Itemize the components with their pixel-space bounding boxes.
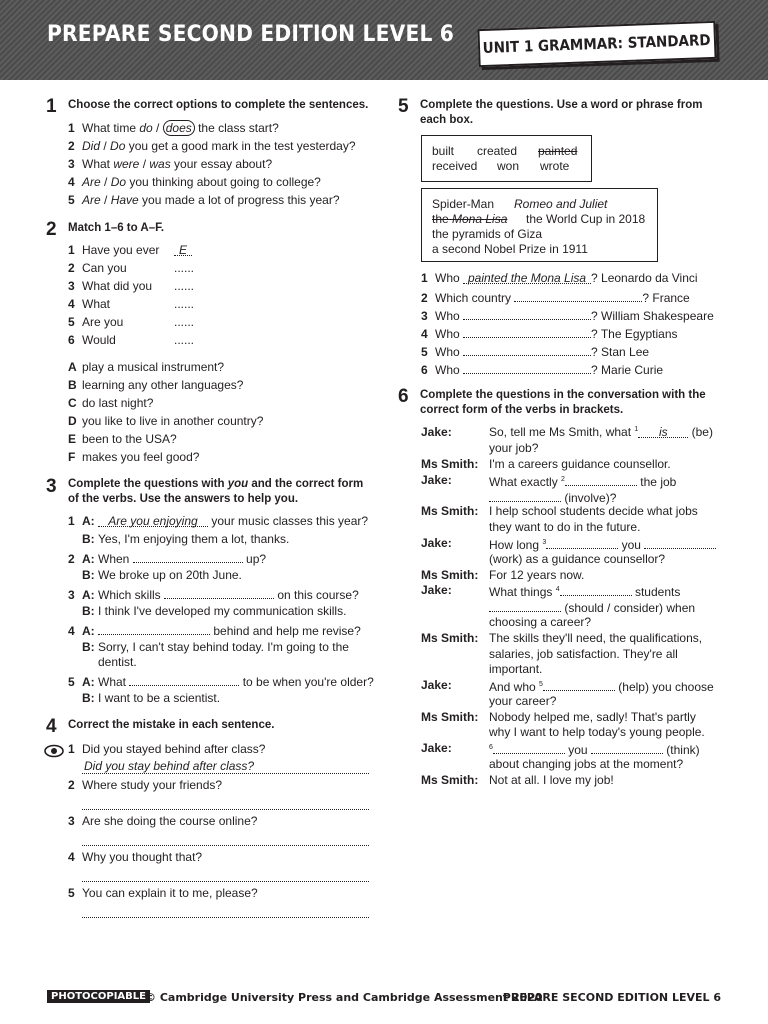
item-text: you thinking about going to college? [126,175,321,189]
conv-line-3: What exactly $^2$ the job [489,475,677,489]
answer-blank[interactable] [514,289,642,302]
speaker-jake: Jake: [421,741,452,755]
item-number: 5 [68,675,75,689]
item-number: 2 [68,778,75,792]
item-text: Who [435,345,460,359]
item-text: Did you stayed behind after class? [82,742,266,756]
conv-line-2: I'm a careers guidance counsellor. [489,457,671,471]
item-number: 3 [68,814,75,828]
ex3-answer [82,640,349,654]
item-text: Why you thought that? [82,850,203,864]
answer-text: I want to be a scientist. [98,691,221,705]
conv-line-7c: choosing a career? [489,615,592,629]
question-text: When [98,552,130,566]
ex5-item [421,325,678,341]
copyright: © Cambridge University Press and Cambridge Assessment 2020 [145,991,543,1004]
speaker-ms-smith: Ms Smith: [421,457,479,471]
answer-blank[interactable] [133,550,243,563]
verb-word-box [421,135,592,182]
conv-line-4: I help school students decide what jobs [489,504,698,518]
photocopiable-badge: PHOTOCOPIABLE [47,990,150,1003]
ex3-question [68,586,359,602]
conv-line-8c: important. [489,662,543,676]
conv-blank-6a[interactable] [493,741,565,754]
ex2-option [68,396,153,410]
ex3-answer [82,532,289,546]
option-letter: C [68,396,77,410]
item-number: 4 [68,850,75,864]
phrase-nobel: a second Nobel Prize in 1911 [432,242,588,256]
item-number: 1 [68,514,75,528]
option-letter: D [68,414,77,428]
ex1-item [68,139,356,153]
conv-line-10b: why I want to help today's young people. [489,725,705,739]
conv-line-5: How long $^3$ you [489,536,716,552]
item-number: 1 [68,243,75,257]
exercise-6-instruction-line-2: correct form of the verbs in brackets. [420,404,624,416]
item-number: 1 [68,121,75,135]
ex4-item [68,814,257,828]
phrase-pyramids: the pyramids of Giza [432,227,543,241]
speaker-b-label: B: [82,604,95,618]
match-answer[interactable]: ...... [174,279,195,293]
conv-line-3b: (involve)? [489,489,616,505]
correction-line[interactable] [82,794,369,810]
correction-line[interactable] [82,866,369,882]
speaker-a-label: A: [82,675,95,689]
conv-blank-4b[interactable] [489,599,561,612]
item-number: 1 [421,271,428,285]
option-text: play a musical instrument? [82,360,225,374]
item-text: What [82,297,111,311]
speaker-ms-smith: Ms Smith: [421,631,479,645]
item-text: Who [435,309,460,323]
item-number: 2 [68,261,75,275]
conv-line-7: What things $^4$ students [489,585,681,599]
ex4-item [68,886,258,900]
item-text: Have you ever [82,243,160,257]
ex3-question [68,514,368,528]
speaker-b-label: B: [82,568,95,582]
conv-blank-4a[interactable] [560,583,632,596]
item-text: Are she doing the course online? [82,814,258,828]
answer-blank[interactable] [463,343,591,356]
ex4-item [68,742,265,756]
answer-text: We broke up on 20th June. [98,568,242,582]
ex1-item [68,193,340,207]
item-text: ? France [642,291,690,305]
phrase-mona-lisa: the Mona Lisa [432,212,508,226]
word-built: built [432,144,455,158]
item-text: Where study your friends? [82,778,223,792]
exercise-5-instruction-line-2: each box. [420,114,474,126]
item-number: 3 [68,279,75,293]
phrase-box [421,188,658,262]
ex2-option [68,378,243,392]
exercise-4-number: 4 [46,716,57,737]
option-text: do last night? [82,396,154,410]
question-text: on this course? [277,588,359,602]
ex1-item [68,121,279,135]
word-received: received [432,159,478,173]
answer-text: Sorry, I can't stay behind today. I'm going to the [98,640,349,654]
ex3-answer [82,691,220,705]
question-text: What [98,675,127,689]
phrase-spiderman: Spider-Man [432,197,495,211]
item-text: ? Marie Curie [591,363,664,377]
exercise-2-instruction: Match 1–6 to A–F. [68,222,165,234]
exercise-6-number: 6 [398,386,409,407]
option-b[interactable]: does [163,120,195,136]
answer-blank[interactable] [98,622,210,635]
speaker-b-label: B: [82,691,95,705]
correction-answer: Did you stay behind after class? [84,759,255,773]
conv-line-1: So, tell me Ms Smith, what $^1$ is (be) [489,425,713,439]
item-number: 2 [68,552,75,566]
conv-line-1b: your job? [489,441,539,455]
conv-line-11: $^6$ you (think) [489,743,700,757]
answer-blank[interactable]: Are you enjoying [98,514,208,527]
conv-line-5b: (work) as a guidance counsellor? [489,552,666,566]
item-number: 4 [68,624,75,638]
phrase-world-cup: the World Cup in 2018 [526,212,646,226]
exercise-2-number: 2 [46,219,57,240]
item-number: 2 [421,291,428,305]
option-b[interactable]: was [149,157,171,171]
item-text: ? The Egyptians [591,327,678,341]
ex2-option [68,360,224,374]
eye-icon [44,744,64,758]
item-text: What [82,157,114,171]
match-answer[interactable]: ...... [174,261,195,275]
ex2-option [68,432,177,446]
speaker-a-label: A: [82,552,95,566]
item-text: ? William Shakespeare [591,309,714,323]
answer-text: I think I've developed my communication skills. [98,604,347,618]
conv-line-6: For 12 years now. [489,568,585,582]
word-painted: painted [538,144,578,158]
answer-text: dentist. [98,655,137,669]
ex5-item [421,343,649,359]
correction-line[interactable] [82,902,369,918]
ex2-item [68,297,110,311]
question-text: your music classes this year? [211,514,369,528]
item-text: What time [82,121,140,135]
item-text: You can explain it to me, please? [82,886,258,900]
conv-line-9b: your career? [489,694,557,708]
option-b[interactable]: Do [110,175,127,189]
answer-blank[interactable] [164,586,274,599]
match-answer[interactable]: ...... [174,315,195,329]
item-number: 5 [68,315,75,329]
conv-line-12: Not at all. I love my job! [489,773,614,787]
option-a[interactable]: were [113,157,140,171]
item-number: 4 [68,175,75,189]
option-separator: / [100,175,111,189]
word-wrote: wrote [540,159,570,173]
ex5-item [421,361,663,377]
option-separator: / [152,121,163,135]
ex4-item [68,850,202,864]
option-text: makes you feel good? [82,450,200,464]
item-number: 1 [68,742,75,756]
ex5-item [421,307,714,323]
answer-blank[interactable]: painted the Mona Lisa [463,271,591,284]
item-number: 4 [68,297,75,311]
item-number: 3 [421,309,428,323]
footer-level: PREPARE SECOND EDITION LEVEL 6 [502,991,721,1004]
item-text: Can you [82,261,127,275]
item-number: 5 [421,345,428,359]
exercise-4-instruction: Correct the mistake in each sentence. [68,719,275,731]
exercise-5-instruction-line-1: Complete the questions. Use a word or phrase from [420,99,703,111]
item-text: Are you [82,315,124,329]
conv-blank-2a[interactable] [565,473,637,486]
item-number: 3 [68,588,75,602]
item-text: your essay about? [170,157,273,171]
item-text: ? Stan Lee [591,345,650,359]
conv-blank-5[interactable] [543,678,615,691]
speaker-jake: Jake: [421,473,452,487]
conv-line-11b: about changing jobs at the moment? [489,757,684,771]
option-a[interactable]: Are [82,175,101,189]
speaker-ms-smith: Ms Smith: [421,504,479,518]
match-answer[interactable]: ...... [174,297,195,311]
exercise-3-instruction-line-2: of the verbs. Use the answers to help you. [68,493,299,505]
answer-blank[interactable] [129,673,239,686]
ex1-item [68,175,321,189]
speaker-ms-smith: Ms Smith: [421,710,479,724]
conv-line-8b: salaries, job satisfaction. They're all [489,647,678,661]
speaker-a-label: A: [82,514,95,528]
item-text: you get a good mark in the test yesterday? [125,139,356,153]
exercise-5-number: 5 [398,96,409,117]
ex2-item [68,315,123,329]
option-b[interactable]: Have [110,193,139,207]
ex3-answer [82,568,242,582]
ex2-item [68,261,127,275]
item-text: Who [435,327,460,341]
ex2-item [68,279,152,293]
conv-blank-1[interactable]: is [638,425,688,438]
conv-line-7b: (should / consider) when [489,599,695,615]
conv-blank-2b[interactable] [489,489,561,502]
option-a[interactable]: Are [82,193,101,207]
question-text: Which skills [98,588,161,602]
ex3-question [68,550,266,566]
conv-line-4b: they want to do in the future. [489,520,641,534]
speaker-ms-smith: Ms Smith: [421,773,479,787]
conv-blank-6b[interactable] [591,741,663,754]
ex2-option [68,450,199,464]
match-answer[interactable]: E [174,243,192,256]
item-number: 6 [68,333,75,347]
ex3-question [68,673,374,689]
ex2-item [68,333,116,347]
exercise-1-instruction: Choose the correct options to complete the sentences. [68,99,369,111]
option-text: you like to live in another country? [82,414,264,428]
item-number: 3 [68,157,75,171]
option-letter: F [68,450,76,464]
page-title: PREPARE SECOND EDITION LEVEL 6 [47,22,455,47]
speaker-jake: Jake: [421,536,452,550]
item-text: ? Leonardo da Vinci [591,271,698,285]
item-number: 5 [68,886,75,900]
ex2-option [68,414,263,428]
ex3-answer [82,604,346,618]
exercise-1-number: 1 [46,96,57,117]
item-text: What did you [82,279,153,293]
option-separator: / [100,193,111,207]
phrase-romeo-juliet: Romeo and Juliet [514,197,608,211]
correction-line[interactable] [82,830,369,846]
option-b[interactable]: Do [110,139,126,153]
item-text: the class start? [194,121,279,135]
ex4-item [68,778,222,792]
word-created: created [477,144,518,158]
ex5-item [421,271,698,285]
item-text: Would [82,333,116,347]
item-number: 4 [421,327,428,341]
speaker-a-label: A: [82,588,95,602]
word-won: won [497,159,520,173]
option-text: been to the USA? [82,432,177,446]
exercise-6-instruction-line-1: Complete the questions in the conversation with the [420,389,706,401]
ex2-item [68,243,159,257]
conv-blank-3b[interactable] [644,536,716,549]
option-letter: A [68,360,77,374]
item-text: Which country [435,291,512,305]
answer-blank[interactable] [463,307,591,320]
conv-line-10: Nobody helped me, sadly! That's partly [489,710,696,724]
ex5-item [421,289,690,305]
option-separator: / [139,157,150,171]
exercise-3-number: 3 [46,476,57,497]
option-letter: E [68,432,77,446]
conv-blank-3a[interactable] [546,536,618,549]
question-text: behind and help me revise? [213,624,361,638]
unit-title: UNIT 1 GRAMMAR: STANDARD [482,31,712,57]
item-text: Who [435,271,460,285]
question-text: to be when you're older? [242,675,374,689]
conv-line-9: And who $^5$ (help) you choose [489,680,714,694]
option-a[interactable]: Did [82,139,101,153]
speaker-jake: Jake: [421,583,452,597]
item-number: 6 [421,363,428,377]
answer-text: Yes, I'm enjoying them a lot, thanks. [98,532,290,546]
question-text: up? [246,552,267,566]
speaker-b-label: B: [82,532,95,546]
speaker-jake: Jake: [421,678,452,692]
answer-blank[interactable] [463,361,591,374]
speaker-jake: Jake: [421,425,452,439]
item-number: 5 [68,193,75,207]
correction-line[interactable] [82,758,369,774]
conv-line-8: The skills they'll need, the qualifications, [489,631,703,645]
match-answer[interactable]: ...... [174,333,195,347]
option-letter: B [68,378,77,392]
ex1-item [68,157,272,171]
option-a[interactable]: do [139,121,153,135]
option-separator: / [100,139,111,153]
item-text: you made a lot of progress this year? [138,193,340,207]
answer-blank[interactable] [463,325,591,338]
exercise-3-instruction-line-1: Complete the questions with you and the correct form [68,478,364,490]
speaker-b-label: B: [82,640,95,654]
ex3-question [68,622,361,638]
speaker-a-label: A: [82,624,95,638]
item-number: 2 [68,139,75,153]
speaker-ms-smith: Ms Smith: [421,568,479,582]
option-text: learning any other languages? [82,378,244,392]
item-text: Who [435,363,460,377]
